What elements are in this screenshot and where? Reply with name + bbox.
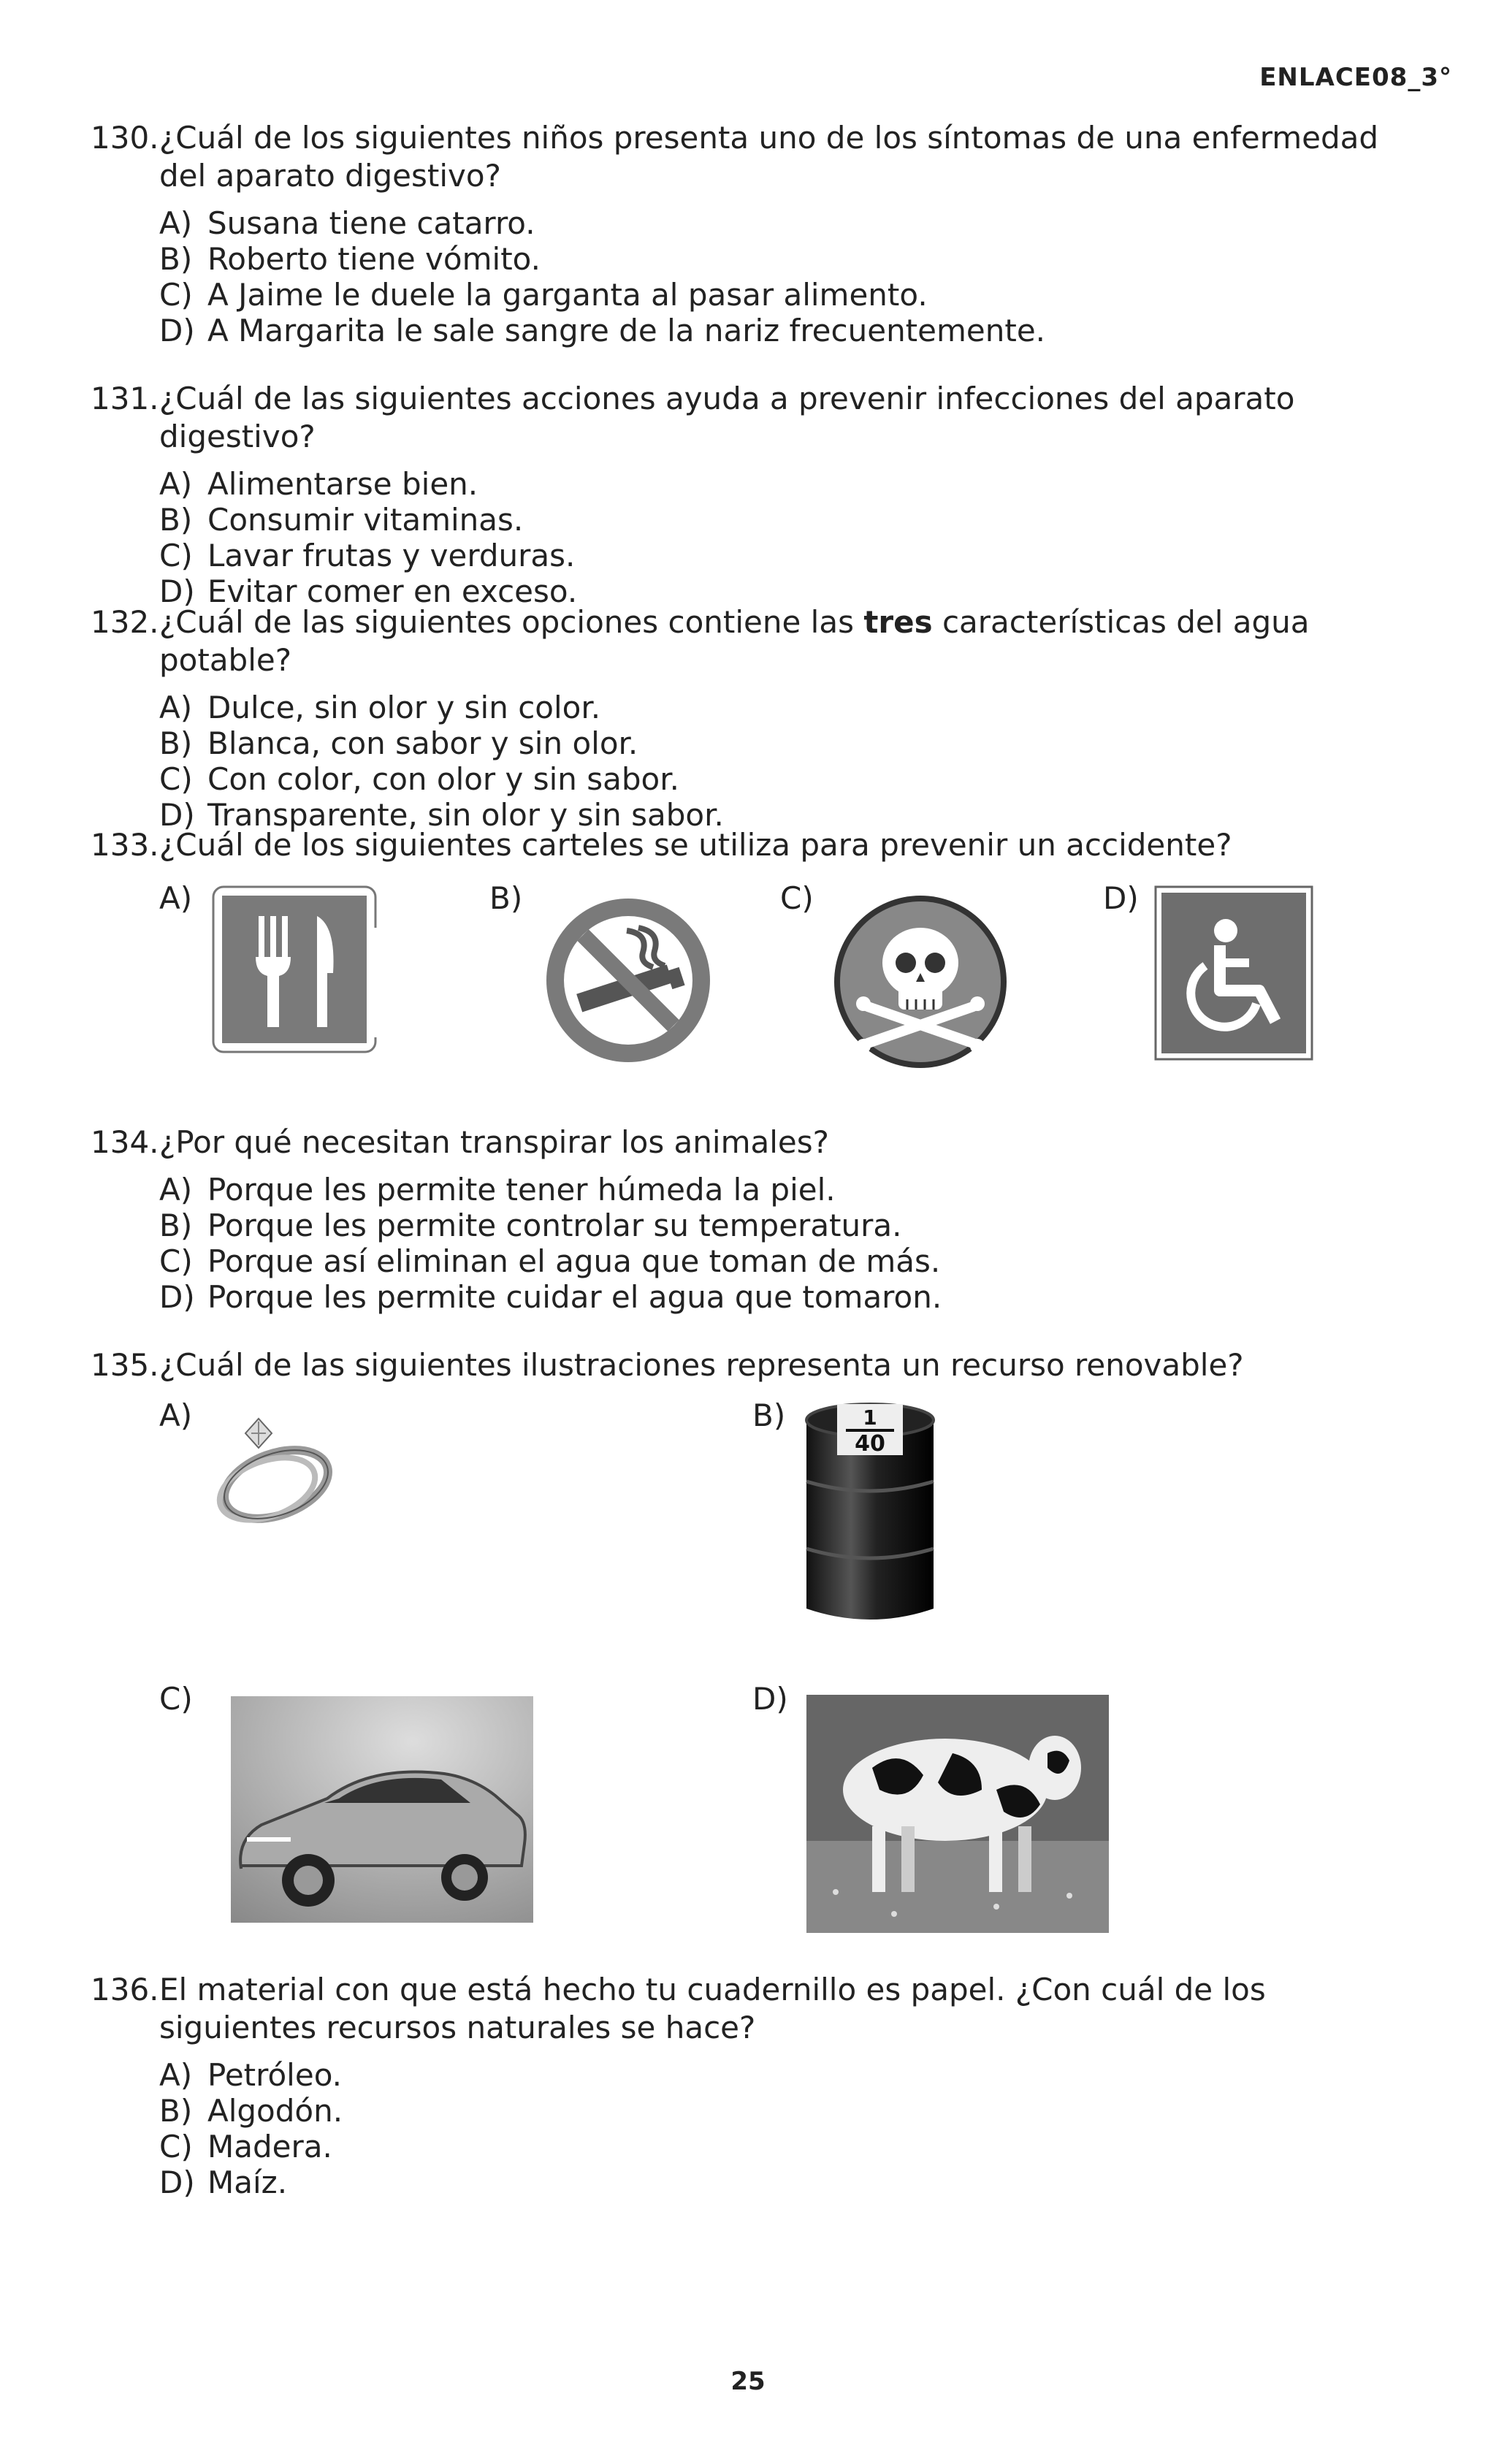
option-text: Con color, con olor y sin sabor. [207,761,680,797]
option-c[interactable] [159,277,1420,313]
option-text: A Margarita le sale sangre de la nariz frecuentemente. [207,313,1046,348]
question-number: 133. [91,827,159,863]
option-letter: D) [159,797,195,833]
option-text: A Jaime le duele la garganta al pasar alimento. [207,277,928,313]
option-a[interactable] [159,690,1420,725]
option-d[interactable] [159,2164,1420,2200]
question-stem [159,603,1420,679]
option-d[interactable] [159,313,1420,348]
question-number: 131. [91,381,159,416]
option-text: Porque les permite tener húmeda la piel. [207,1172,836,1208]
option-text: Lavar frutas y verduras. [207,538,576,573]
fork-knife-sign-icon[interactable] [210,884,386,1056]
option-text: Porque les permite cuidar el agua que tomaron. [207,1279,942,1315]
option-b-letter: B) [489,880,523,916]
question-131 [91,380,1420,609]
option-b-letter: B) [752,1397,786,1433]
option-text: Porque así eliminan el agua que toman de más. [207,1243,941,1279]
cow-icon[interactable] [806,1695,1109,1933]
option-c-letter: C) [159,1681,193,1717]
option-letter: A) [159,205,193,241]
question-number: 134. [91,1124,159,1160]
option-text: Algodón. [207,2093,343,2129]
question-134 [91,1124,1420,1315]
option-text: Dulce, sin olor y sin color. [207,690,601,725]
option-text: Transparente, sin olor y sin sabor. [207,797,724,833]
option-text: Petróleo. [207,2057,342,2093]
option-text: Porque les permite controlar su temperatura. [207,1208,902,1243]
option-letter: B) [159,241,193,277]
oil-barrel-icon[interactable] [801,1398,939,1630]
option-letter: A) [159,2057,193,2093]
option-c[interactable] [159,538,1420,573]
option-a[interactable] [159,2057,1420,2093]
option-letter: C) [159,761,193,797]
question-135 [91,1346,1420,1384]
option-text: Alimentarse bien. [207,466,478,502]
options-list [159,2057,1420,2200]
skull-crossbones-sign-icon[interactable] [831,893,1010,1071]
option-c[interactable] [159,761,1420,797]
option-letter: D) [159,1279,195,1315]
question-stem: ¿Cuál de las siguientes ilustraciones representa un recurso renovable? [159,1347,1244,1383]
option-text: Susana tiene catarro. [207,205,535,241]
option-letter: B) [159,502,193,538]
options-list [159,205,1420,348]
question-number: 132. [91,604,159,640]
question-stem: ¿Cuál de los siguientes niños presenta uno de los síntomas de una enfermedad del aparato digestivo? [159,120,1379,194]
option-c[interactable] [159,1243,1420,1279]
stem-text: ¿Cuál de las siguientes opciones contiene las [159,604,864,640]
option-a-letter: A) [159,880,193,916]
options-list [159,1172,1420,1315]
question-number: 136. [91,1972,159,2007]
option-a[interactable] [159,1172,1420,1208]
option-b[interactable] [159,1208,1420,1243]
option-letter: D) [159,573,195,609]
option-a[interactable] [159,466,1420,502]
option-text: Maíz. [207,2164,288,2200]
option-a-letter: A) [159,1397,193,1433]
option-letter: A) [159,466,193,502]
question-130 [91,119,1420,348]
option-b[interactable] [159,2093,1420,2129]
question-stem: El material con que está hecho tu cuadernillo es papel. ¿Con cuál de los siguientes recursos naturales se hace? [159,1972,1266,2045]
option-letter: C) [159,1243,193,1279]
option-text: Roberto tiene vómito. [207,241,541,277]
option-b[interactable] [159,502,1420,538]
option-letter: A) [159,690,193,725]
question-133 [91,826,1420,864]
question-number: 135. [91,1347,159,1383]
stem-bold-text: tres [863,604,933,640]
option-letter: D) [159,313,195,348]
no-smoking-sign-icon[interactable] [541,893,716,1068]
option-text: Evitar comer en exceso. [207,573,578,609]
option-text: Consumir vitaminas. [207,502,524,538]
option-letter: B) [159,725,193,761]
barrel-numerator: 1 [863,1405,877,1430]
option-d-letter: D) [752,1681,788,1717]
options-list [159,466,1420,609]
option-c-letter: C) [780,880,814,916]
ring-icon[interactable] [209,1404,336,1533]
option-letter: C) [159,2129,193,2164]
question-136 [91,1971,1420,2200]
option-letter: D) [159,2164,195,2200]
option-letter: C) [159,277,193,313]
option-a[interactable] [159,205,1420,241]
question-stem: ¿Cuál de los siguientes carteles se utiliza para prevenir un accidente? [159,827,1232,863]
options-list [159,690,1420,833]
option-letter: C) [159,538,193,573]
option-b[interactable] [159,725,1420,761]
option-letter: B) [159,1208,193,1243]
question-stem: ¿Cuál de las siguientes acciones ayuda a prevenir infecciones del aparato digestivo? [159,381,1295,454]
question-stem: ¿Por qué necesitan transpirar los animales? [159,1124,829,1160]
option-b[interactable] [159,241,1420,277]
page-number: 25 [730,2367,766,2396]
option-text: Blanca, con sabor y sin olor. [207,725,638,761]
question-132 [91,603,1420,833]
option-letter: B) [159,2093,193,2129]
option-d[interactable] [159,1279,1420,1315]
car-icon[interactable] [231,1696,533,1923]
option-text: Madera. [207,2129,332,2164]
question-number: 130. [91,120,159,156]
page-code: ENLACE08_3° [1259,63,1452,92]
option-letter: A) [159,1172,193,1208]
wheelchair-sign-icon[interactable] [1154,885,1313,1061]
option-c[interactable] [159,2129,1420,2164]
option-d-letter: D) [1103,880,1139,916]
stem-text: características del agua potable? [159,604,1310,678]
barrel-denominator: 40 [855,1431,885,1457]
